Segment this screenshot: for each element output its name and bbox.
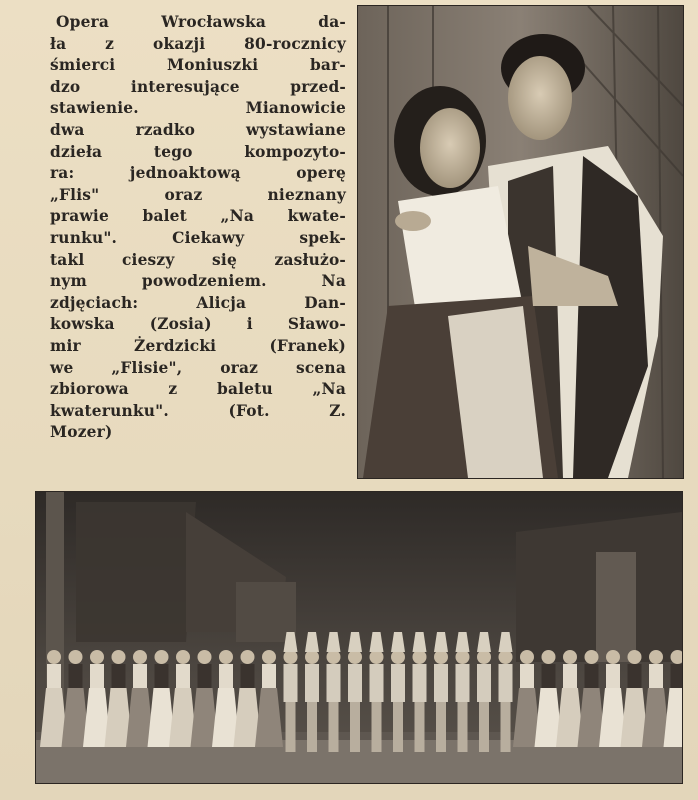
soldier-figure <box>370 632 384 752</box>
caption-line: Opera Wrocławska da- <box>56 13 346 31</box>
soldier-figure <box>391 632 405 752</box>
caption-line: zdjęciach: Alicja Dan- <box>50 293 346 312</box>
soldier-figure <box>305 632 319 752</box>
caption-line: mir Żerdzicki (Franek) <box>50 336 346 355</box>
photo-flis-duet <box>357 5 684 479</box>
caption-line: śmierci Moniuszki bar- <box>50 56 346 75</box>
caption-line: runku". Ciekawy spek- <box>50 228 346 247</box>
caption-line: „Flis" oraz nieznany <box>50 185 346 204</box>
soldier-figure <box>413 632 427 752</box>
caption-line: prawie balet „Na kwate- <box>50 207 346 226</box>
caption-line: nym powodzeniem. Na <box>50 272 346 291</box>
caption-line: we „Flisie", oraz scena <box>50 358 346 377</box>
caption-line: dwa rzadko wystawiane <box>50 120 346 139</box>
soldier-figure <box>499 632 513 752</box>
caption-line: zbiorowa z baletu „Na <box>50 380 346 399</box>
caption-line: kwaterunku". (Fot. Z. <box>50 401 346 420</box>
soldier-figure <box>284 632 298 752</box>
soldier-figure <box>327 632 341 752</box>
soldier-figure <box>456 632 470 752</box>
caption-line: kowska (Zosia) i Sławo- <box>50 315 346 334</box>
caption-line: dzieła tego kompozyto- <box>50 142 346 161</box>
caption-line: ła z okazji 80-rocznicy <box>50 34 346 53</box>
soldier-figure <box>434 632 448 752</box>
caption-line: stawienie. Mianowicie <box>50 99 346 118</box>
soldier-figure <box>348 632 362 752</box>
article-caption <box>50 12 346 472</box>
soldier-figure <box>477 632 491 752</box>
caption-line: takl cieszy się zasłużo- <box>50 250 346 269</box>
caption-line: Mozer) <box>50 423 113 442</box>
caption-line: dzo interesujące przed- <box>50 77 346 96</box>
caption-line: ra: jednoaktową operę <box>50 164 346 183</box>
photo-ballet-ensemble <box>35 491 683 784</box>
